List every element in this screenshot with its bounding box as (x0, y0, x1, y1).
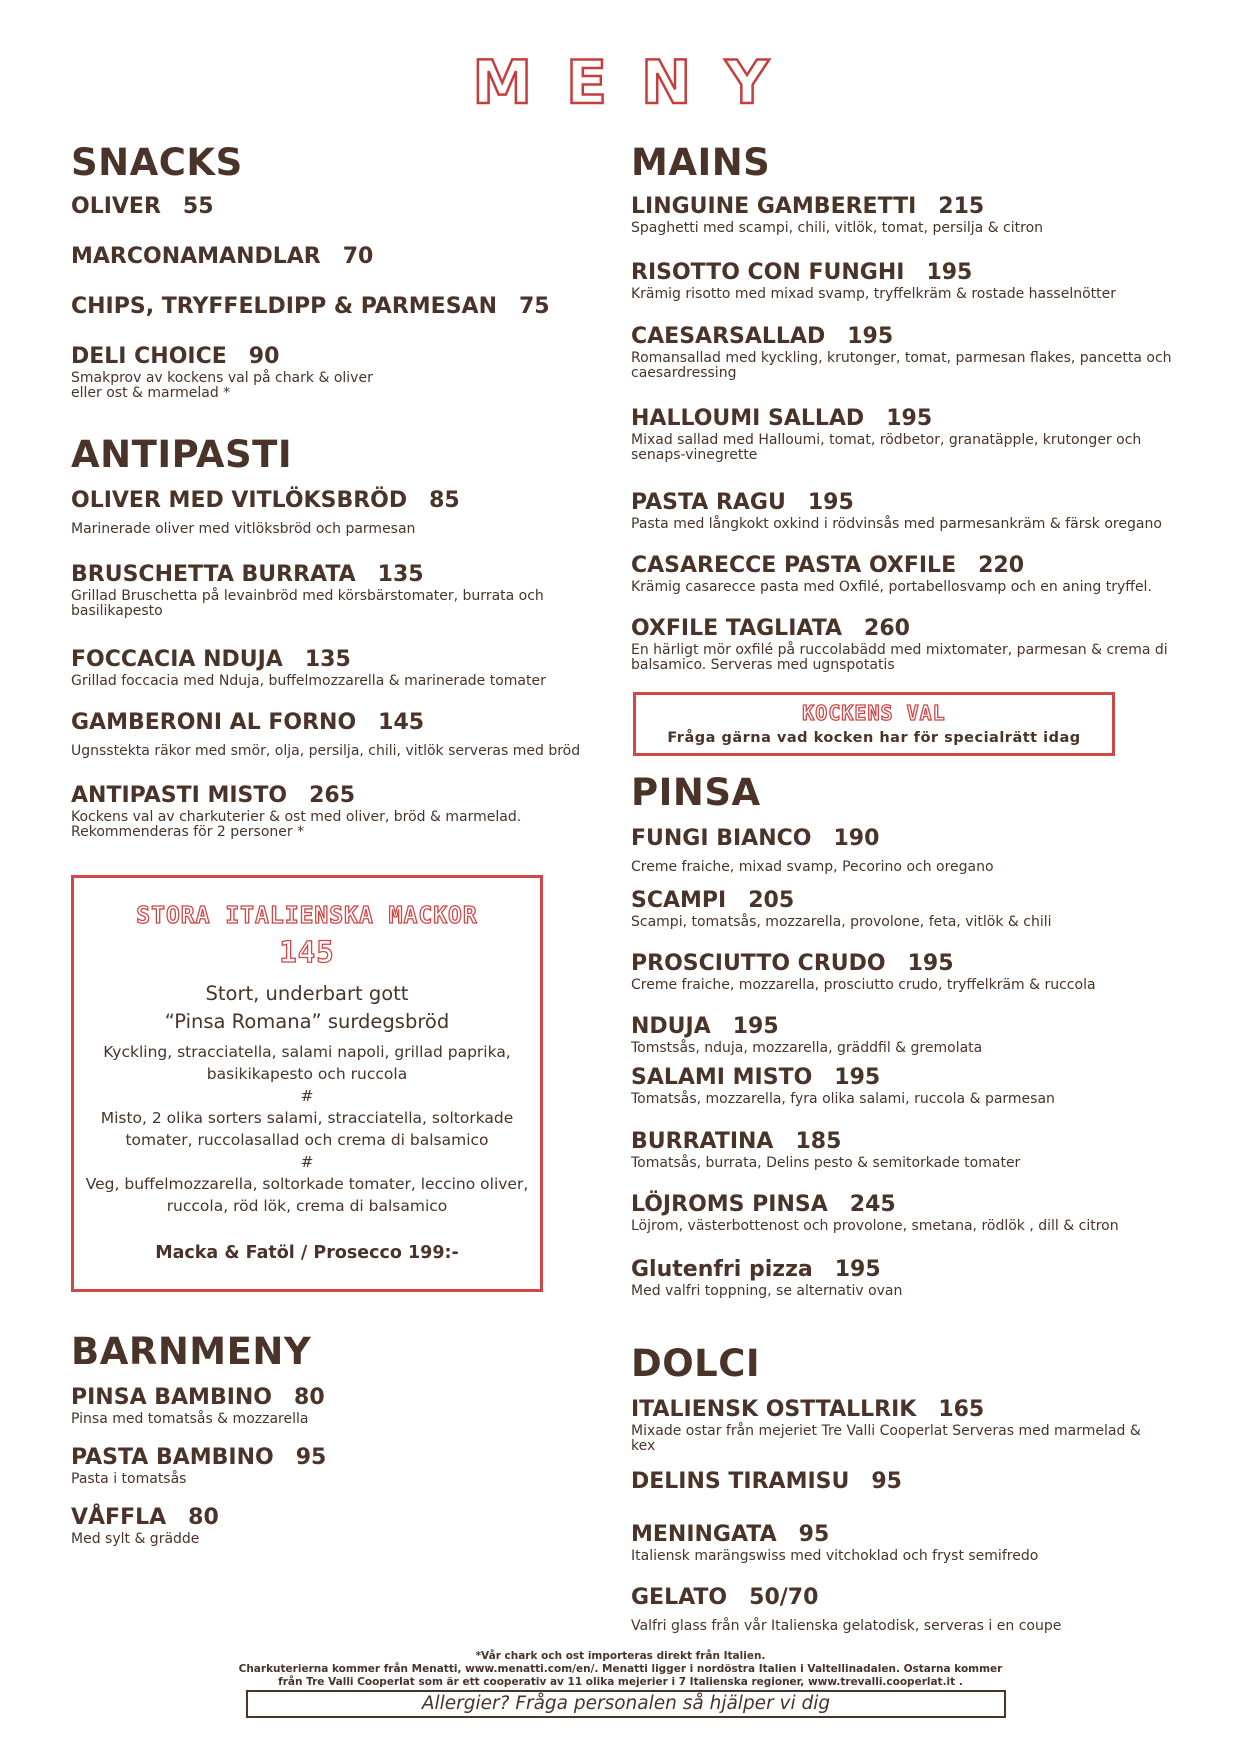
item-description: Grillad foccacia med Nduja, buffelmozzarella & marinerade tomater (71, 673, 546, 689)
kockens-val-title: KOCKENS VAL (802, 701, 946, 725)
item-name: FOCCACIA NDUJA (71, 647, 283, 672)
item-price: 95 (295, 1445, 327, 1470)
item-name: PASTA RAGU (631, 490, 786, 515)
item-name: PASTA BAMBINO (71, 1445, 274, 1470)
item-price: 245 (849, 1192, 896, 1217)
item-description: Marinerade oliver med vitlöksbröd och parmesan (71, 521, 416, 537)
footnote-line: *Vår chark och ost importeras direkt från Italien. (475, 1650, 766, 1662)
mackor-price: 145 (279, 935, 335, 969)
menu-item (631, 826, 1221, 875)
menu-item (631, 1192, 1221, 1234)
item-name: LINGUINE GAMBERETTI (631, 194, 917, 219)
item-price: 50/70 (749, 1585, 819, 1610)
item-name: OLIVER (71, 194, 161, 219)
item-description: Creme fraiche, mozzarella, prosciutto crudo, tryffelkräm & ruccola (631, 977, 1096, 993)
item-description: Valfri glass från vår Italienska gelatodisk, serveras i en coupe (631, 1618, 1062, 1634)
menu-item (631, 1129, 1221, 1171)
menu-item (71, 562, 641, 619)
footnote-line: Charkuterierna kommer från Menatti, www.menatti.com/en/. Menatti ligger i nordöstra Italien i Valtellinadalen. Ostarna kommer (238, 1663, 1003, 1675)
item-description: Ugnsstekta räkor med smör, olja, persilja, chili, vitlök serveras med bröd (71, 743, 581, 759)
menu-item (631, 951, 1221, 993)
menu-item (631, 260, 1221, 302)
item-description: Mixade ostar från mejeriet Tre Valli Cooperlat Serveras med marmelad & kex (631, 1423, 1141, 1454)
section-title-barnmeny: BARNMENY (71, 1330, 312, 1373)
kockens-val-box (633, 692, 1115, 756)
section-title-snacks: SNACKS (71, 141, 243, 184)
menu-item (71, 244, 631, 270)
item-price: 70 (342, 244, 374, 269)
item-price: 215 (938, 194, 985, 219)
item-name: MENINGATA (631, 1522, 777, 1547)
item-description: Med valfri toppning, se alternativ ovan (631, 1283, 903, 1299)
item-name: DELINS TIRAMISU (631, 1469, 850, 1494)
allergy-notice: Allergier? Fråga personalen så hjälper vi dig (246, 1690, 1006, 1718)
menu-item (71, 294, 631, 320)
item-name: RISOTTO CON FUNGHI (631, 260, 905, 285)
kockens-val-text: Fråga gärna vad kocken har för specialrätt idag (667, 730, 1081, 746)
item-price: 195 (807, 490, 854, 515)
item-price: 195 (926, 260, 973, 285)
item-description: Krämig casarecce pasta med Oxfilé, portabellosvamp och en aning tryffel. (631, 579, 1152, 595)
item-price: 90 (248, 344, 280, 369)
menu-item (631, 1585, 1221, 1634)
item-price: 95 (871, 1469, 902, 1494)
menu-item (71, 647, 641, 689)
item-price: 195 (834, 1257, 881, 1282)
mackor-separator: # (300, 1153, 314, 1171)
item-description: Creme fraiche, mixad svamp, Pecorino och oregano (631, 859, 994, 875)
item-name: CASARECCE PASTA OXFILE (631, 553, 957, 578)
item-name: BURRATINA (631, 1129, 774, 1154)
item-price: 55 (182, 194, 214, 219)
menu-item (631, 194, 1221, 236)
item-price: 220 (978, 553, 1025, 578)
item-description: Krämig risotto med mixad svamp, tryffelkräm & rostade hasselnötter (631, 286, 1117, 302)
item-name: ITALIENSK OSTTALLRIK (631, 1397, 917, 1422)
menu-item (71, 783, 641, 840)
menu-item (631, 1469, 1221, 1495)
item-description: Tomstsås, nduja, mozzarella, gräddfil & gremolata (631, 1040, 983, 1056)
item-price: 80 (294, 1385, 325, 1410)
item-price: 195 (834, 1065, 881, 1090)
item-name: CHIPS, TRYFFELDIPP & PARMESAN (71, 294, 497, 319)
mackor-option: Misto, 2 olika sorters salami, stracciatella, soltorkade tomater, ruccolasallad och crema di balsamico (100, 1109, 514, 1149)
item-description: Kockens val av charkuterier & ost med oliver, bröd & marmelad. Rekommenderas för 2 personer * (71, 809, 522, 840)
menu-item (631, 1257, 1221, 1299)
item-price: 85 (429, 488, 460, 513)
item-name: Glutenfri pizza (631, 1257, 813, 1282)
item-name: HALLOUMI SALLAD (631, 406, 865, 431)
mackor-intro-2: “Pinsa Romana” surdegsbröd (164, 1010, 450, 1033)
mackor-option: Kyckling, stracciatella, salami napoli, grillad paprika, basikikapesto och ruccola (103, 1043, 511, 1083)
menu-item (71, 344, 631, 401)
menu-item (631, 1014, 1221, 1056)
menu-item (631, 490, 1221, 532)
item-price: 165 (938, 1397, 985, 1422)
item-name: VÅFFLA (71, 1505, 167, 1530)
item-name: BRUSCHETTA BURRATA (71, 562, 356, 587)
item-price: 205 (748, 888, 795, 913)
item-name: NDUJA (631, 1014, 711, 1039)
item-price: 185 (795, 1129, 842, 1154)
item-name: FUNGI BIANCO (631, 826, 812, 851)
item-name: SALAMI MISTO (631, 1065, 813, 1090)
mackor-combo: Macka & Fatöl / Prosecco 199:- (155, 1243, 459, 1263)
mackor-box (71, 875, 543, 1292)
item-price: 80 (188, 1505, 219, 1530)
item-price: 265 (309, 783, 356, 808)
item-price: 135 (304, 647, 351, 672)
item-price: 195 (907, 951, 954, 976)
item-description: Pasta med långkokt oxkind i rödvinsås med parmesankräm & färsk oregano (631, 516, 1162, 532)
section-title-mains: MAINS (631, 141, 771, 184)
menu-item (71, 488, 641, 537)
item-price: 75 (518, 294, 550, 319)
item-name: PINSA BAMBINO (71, 1385, 273, 1410)
item-name: DELI CHOICE (71, 344, 227, 369)
item-description: Tomatsås, burrata, Delins pesto & semitorkade tomater (631, 1155, 1021, 1171)
item-price: 260 (864, 616, 910, 641)
item-description: Spaghetti med scampi, chili, vitlök, tomat, persilja & citron (631, 220, 1044, 236)
menu-item (71, 1445, 631, 1487)
item-description: Italiensk marängswiss med vitchoklad och fryst semifredo (631, 1548, 1039, 1564)
item-description: Grillad Bruschetta på levainbröd med körsbärstomater, burrata och basilikapesto (71, 588, 544, 619)
item-price: 95 (798, 1522, 830, 1547)
menu-item (631, 324, 1221, 381)
item-price: 145 (378, 710, 425, 735)
item-price: 190 (833, 826, 880, 851)
menu-item (631, 1397, 1221, 1454)
menu-item (631, 1065, 1221, 1107)
menu-item (71, 1385, 631, 1427)
item-name: MARCONAMANDLAR (71, 244, 321, 269)
menu-item (631, 888, 1221, 930)
item-name: CAESARSALLAD (631, 324, 826, 349)
item-price: 195 (732, 1014, 779, 1039)
menu-item (631, 406, 1221, 463)
item-description: Med sylt & grädde (71, 1531, 200, 1547)
item-price: 195 (847, 324, 894, 349)
item-description: Smakprov av kockens val på chark & oliver eller ost & marmelad * (71, 370, 373, 401)
menu-item (71, 194, 631, 220)
menu-item (631, 616, 1221, 673)
menu-item (71, 1505, 631, 1547)
item-description: Scampi, tomatsås, mozzarella, provolone, feta, vitlök & chili (631, 914, 1052, 930)
section-title-antipasti: ANTIPASTI (71, 433, 293, 476)
item-name: GELATO (631, 1585, 728, 1610)
item-name: OLIVER MED VITLÖKSBRÖD (71, 488, 408, 513)
footnote-line: från Tre Valli Cooperlat som är ett cooperativ av 11 olika mejerier i 7 Italienska regioner, www.trevalli.cooperlat.it . (278, 1676, 963, 1688)
mackor-separator: # (300, 1087, 314, 1105)
mackor-title: STORA ITALIENSKA MACKOR (136, 903, 478, 929)
item-description: En härligt mör oxfilé på ruccolabädd med mixtomater, parmesan & crema di balsamico. Serveras med ugnspotatis (631, 642, 1168, 673)
item-description: Tomatsås, mozzarella, fyra olika salami, ruccola & parmesan (631, 1091, 1055, 1107)
item-name: OXFILE TAGLIATA (631, 616, 843, 641)
menu-item (631, 553, 1221, 595)
item-name: LÖJROMS PINSA (631, 1192, 828, 1217)
section-title-pinsa: PINSA (631, 771, 761, 814)
menu-item (71, 710, 641, 759)
item-description: Löjrom, västerbottenost och provolone, smetana, rödlök , dill & citron (631, 1218, 1119, 1234)
menu-item (631, 1522, 1221, 1564)
section-title-dolci: DOLCI (631, 1342, 761, 1385)
mackor-option: Veg, buffelmozzarella, soltorkade tomater, leccino oliver, ruccola, röd lök, crema di balsamico (85, 1175, 529, 1215)
item-name: ANTIPASTI MISTO (71, 783, 288, 808)
item-price: 135 (377, 562, 424, 587)
item-price: 195 (886, 406, 933, 431)
item-name: SCAMPI (631, 888, 727, 913)
item-name: GAMBERONI AL FORNO (71, 710, 357, 735)
page-title: MENY (472, 48, 803, 118)
item-description: Pasta i tomatsås (71, 1471, 187, 1487)
item-description: Romansallad med kyckling, krutonger, tomat, parmesan flakes, pancetta och caesardressing (631, 350, 1172, 381)
mackor-intro-1: Stort, underbart gott (205, 982, 409, 1005)
item-name: PROSCIUTTO CRUDO (631, 951, 886, 976)
item-description: Pinsa med tomatsås & mozzarella (71, 1411, 309, 1427)
item-description: Mixad sallad med Halloumi, tomat, rödbetor, granatäpple, krutonger och senaps-vinegrette (631, 432, 1142, 463)
